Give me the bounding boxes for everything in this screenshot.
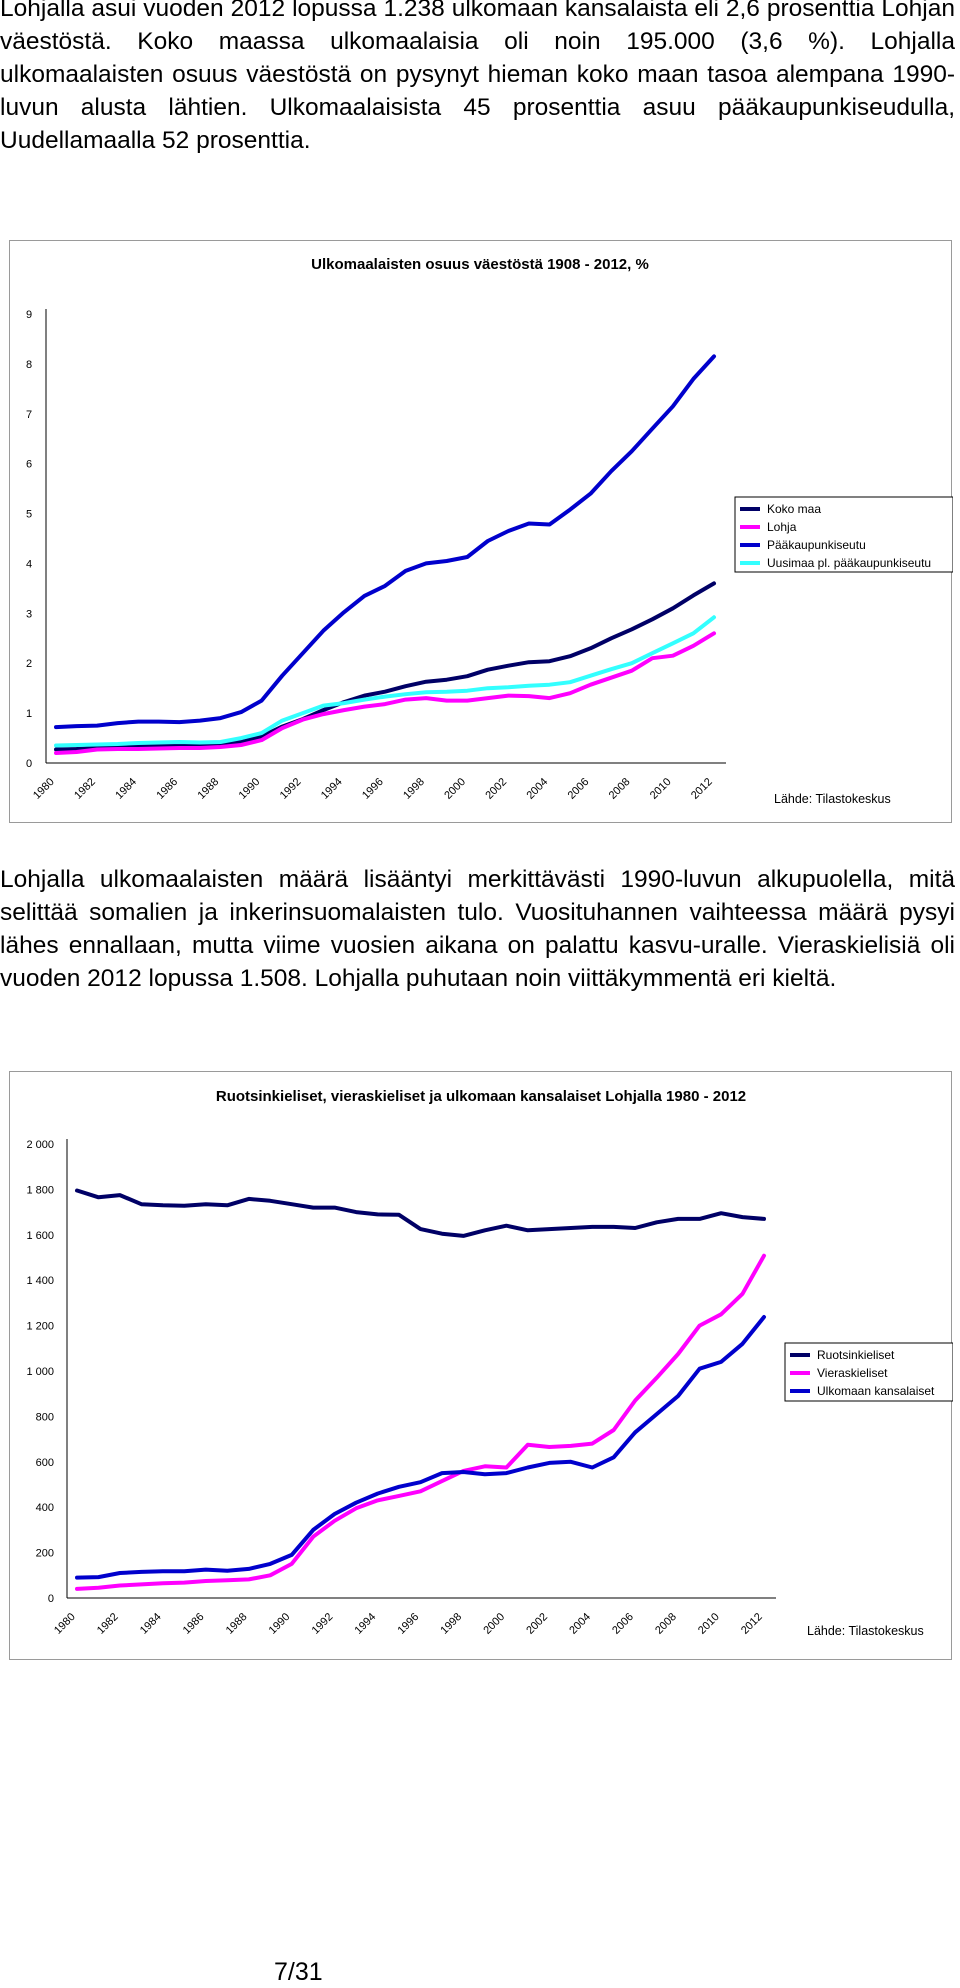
chart1-x-tick-label: 1984 xyxy=(113,775,140,802)
chart1-x-tick-label: 1998 xyxy=(401,775,427,802)
chart1-series-line-3 xyxy=(56,356,714,727)
chart2-x-tick-label: 1998 xyxy=(438,1610,465,1637)
chart2-x-tick-label: 2004 xyxy=(567,1610,594,1637)
chart2-y-tick-label: 2 000 xyxy=(26,1139,54,1151)
chart2-legend-label: Vieraskieliset xyxy=(817,1366,888,1380)
chart1-legend-label: Pääkaupunkiseutu xyxy=(767,538,866,552)
chart2-x-tick-label: 1986 xyxy=(180,1610,207,1637)
chart1-y-tick-label: 0 xyxy=(26,758,33,770)
chart2-x-tick-label: 2000 xyxy=(481,1610,508,1637)
chart1-legend-label: Lohja xyxy=(767,520,797,534)
chart2-y-tick-label: 400 xyxy=(35,1502,54,1515)
chart2-y-tick-label: 0 xyxy=(47,1593,54,1605)
chart2-title: Ruotsinkieliset, vieraskieliset ja ulkomaan kansalaiset Lohjalla 1980 - 2012 xyxy=(215,1088,747,1105)
chart2-x-tick-label: 2002 xyxy=(524,1610,551,1637)
chart1-x-tick-label: 2004 xyxy=(524,775,551,802)
chart1-y-tick-label: 1 xyxy=(26,708,33,721)
chart2-x-tick-label: 1994 xyxy=(352,1610,379,1637)
foreigners-share-chart xyxy=(9,240,952,823)
second-paragraph: Lohjalla ulkomaalaisten määrä lisääntyi merkittävästi 1990-luvun alkupuolella, mitä selittää somalien ja inkerinsuomalaisten tulo. Vuosituhannen vaihteessa määrä pysyi lähes ennallaan, mutta viime vuosien aikana on palattu kasvu-uralle. Vieraskielisiä oli vuoden 2012 lopussa 1.508. Lohjalla puhutaan noin viittäkymmentä eri kieltä. xyxy=(0,866,955,992)
chart1-x-tick-label: 1994 xyxy=(318,775,345,802)
chart2-x-tick-label: 1992 xyxy=(309,1610,336,1637)
chart2-x-tick-label: 2008 xyxy=(653,1610,679,1637)
chart2-x-tick-label: 1988 xyxy=(223,1610,250,1637)
chart2-legend-label: Ruotsinkieliset xyxy=(817,1348,895,1362)
chart2-x-tick-label: 2010 xyxy=(696,1610,722,1637)
chart1-x-tick-label: 1982 xyxy=(72,775,98,802)
chart2-y-tick-label: 1 400 xyxy=(26,1275,54,1288)
chart2-x-tick-label: 1980 xyxy=(51,1610,78,1637)
page-number: 7/31 xyxy=(274,1958,323,1986)
chart1-y-tick-label: 3 xyxy=(26,608,33,621)
chart2-y-tick-label: 1 000 xyxy=(26,1366,54,1378)
chart1-x-tick-label: 2006 xyxy=(565,775,592,802)
chart2-x-tick-label: 2012 xyxy=(738,1610,765,1637)
chart2-y-tick-label: 600 xyxy=(35,1456,54,1469)
foreigners-share-chart-svg xyxy=(10,241,953,824)
chart1-y-tick-label: 5 xyxy=(26,508,33,521)
chart2-x-tick-label: 1996 xyxy=(395,1610,422,1637)
chart2-y-tick-label: 1 800 xyxy=(26,1184,54,1197)
chart1-x-tick-label: 2000 xyxy=(442,775,469,802)
chart2-x-tick-label: 2006 xyxy=(610,1610,636,1637)
chart1-x-tick-label: 2002 xyxy=(483,775,510,802)
chart2-legend-label: Ulkomaan kansalaiset xyxy=(817,1384,935,1398)
chart1-x-tick-label: 1980 xyxy=(30,775,57,802)
chart2-series-line-2 xyxy=(77,1256,764,1589)
chart1-y-tick-label: 9 xyxy=(26,309,33,321)
chart1-y-tick-label: 4 xyxy=(26,558,33,571)
chart2-y-tick-label: 800 xyxy=(35,1411,54,1424)
language-groups-chart xyxy=(9,1071,952,1660)
chart1-x-tick-label: 2012 xyxy=(688,775,715,802)
chart2-y-tick-label: 1 600 xyxy=(26,1229,54,1242)
chart1-y-tick-label: 2 xyxy=(26,658,33,671)
chart1-legend-label: Uusimaa pl. pääkaupunkiseutu xyxy=(767,556,932,570)
chart1-x-tick-label: 1990 xyxy=(236,775,263,802)
chart1-legend-label: Koko maa xyxy=(767,502,822,516)
chart1-x-tick-label: 2010 xyxy=(647,775,674,802)
intro-paragraph: Lohjalla asui vuoden 2012 lopussa 1.238 ulkomaan kansalaista eli 2,6 prosenttia Lohjan väestöstä. Koko maassa ulkomaalaisia oli noin 195.000 (3,6 %). Lohjalla ulkomaalaisten osuus väestöstä on pysynyt hieman koko maan tasoa alempana 1990-luvun alusta lähtien. Ulkomaalaisista 45 prosenttia asuu pääkaupunkiseudulla, Uudellamaalla 52 prosenttia. xyxy=(0,0,955,154)
chart2-x-tick-label: 1982 xyxy=(94,1610,121,1637)
chart2-x-tick-label: 1990 xyxy=(266,1610,293,1637)
chart2-series-line-1 xyxy=(77,1191,764,1236)
chart1-title: Ulkomaalaisten osuus väestöstä 1908 - 2012, % xyxy=(311,256,649,273)
chart2-y-tick-label: 200 xyxy=(35,1547,54,1560)
chart1-x-tick-label: 1996 xyxy=(359,775,386,802)
chart2-y-tick-label: 1 200 xyxy=(26,1320,54,1333)
chart1-x-tick-label: 1986 xyxy=(154,775,181,802)
chart1-y-tick-label: 8 xyxy=(26,358,33,371)
chart1-y-tick-label: 7 xyxy=(26,408,33,421)
chart1-x-tick-label: 1988 xyxy=(195,775,222,802)
chart2-x-tick-label: 1984 xyxy=(137,1610,164,1637)
chart1-x-tick-label: 1992 xyxy=(277,775,304,802)
chart1-x-tick-label: 2008 xyxy=(606,775,633,802)
chart1-y-tick-label: 6 xyxy=(26,458,33,471)
chart2-series-line-3 xyxy=(77,1317,764,1578)
chart2-source: Lähde: Tilastokeskus xyxy=(807,1624,924,1638)
chart1-source: Lähde: Tilastokeskus xyxy=(774,792,891,806)
language-groups-chart-svg xyxy=(10,1072,953,1661)
